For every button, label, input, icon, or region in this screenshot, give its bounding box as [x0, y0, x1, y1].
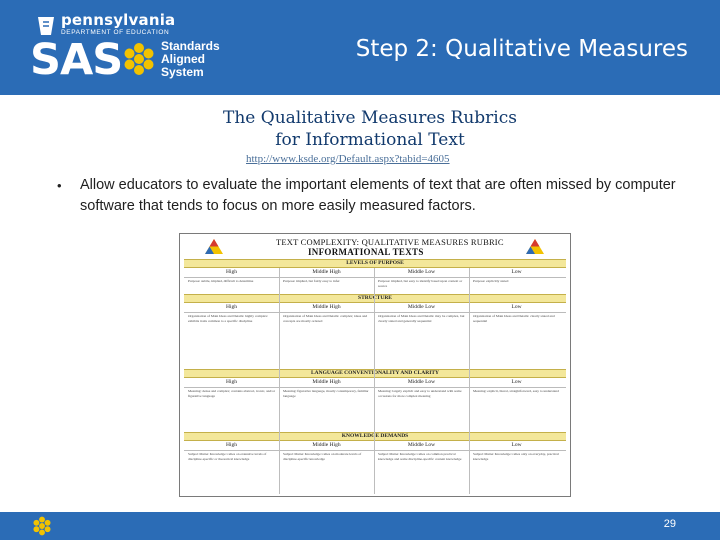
footer-band — [0, 512, 720, 540]
rubric-cell: Purpose: implied, but fairly easy to infer — [283, 279, 340, 283]
rubric-heading-line2: for Informational Text — [275, 130, 465, 150]
rubric-section-title: LEVELS OF PURPOSE — [184, 259, 566, 268]
col-low: Low — [511, 269, 522, 275]
sas-word-aligned: Aligned — [161, 52, 205, 66]
rubric-cell: Meaning: explicit, literal, straightforward, easy to understand — [473, 389, 559, 393]
sas-words — [161, 40, 220, 79]
col-high: High — [226, 442, 237, 448]
rubric-section-title: LANGUAGE CONVENTIONALITY AND CLARITY — [184, 369, 566, 378]
rubric-cell: Meaning: figurative language, mostly contemporary, familiar language — [283, 389, 369, 398]
sas-word-standards: Standards — [161, 39, 220, 53]
column-divider — [279, 268, 280, 494]
col-middle-low: Middle Low — [407, 269, 436, 275]
col-middle-low: Middle Low — [407, 304, 436, 310]
header-band — [0, 0, 720, 95]
rubric-cell: Organization of Main Ideas and Details: clearly stated and sequential — [473, 314, 555, 323]
column-divider — [469, 268, 470, 494]
col-middle-high: Middle High — [312, 379, 341, 385]
rubric-cell: Subject Matter Knowledge: relies on common practical knowledge and some discipline-specific content knowledge — [378, 452, 462, 461]
sas-word-system: System — [161, 65, 204, 79]
rubric-header — [180, 234, 570, 259]
triangle-logo-icon — [205, 239, 223, 254]
rubric-column-headers — [184, 378, 566, 388]
triangle-logo-icon — [526, 239, 544, 254]
sas-flower-icon — [32, 516, 52, 536]
rubric-cell: Organization of Main Ideas and Details: highly complex: exhibits traits common to a specific discipline — [188, 314, 268, 323]
sas-logo-text: SAS — [30, 35, 123, 85]
rubric-cell: Subject Matter Knowledge: relies on moderate levels of discipline-specific knowledge — [283, 452, 362, 461]
rubric-image — [179, 233, 571, 497]
page-number: 29 — [663, 518, 676, 530]
col-low: Low — [511, 442, 522, 448]
pa-name: pennsylvania — [61, 11, 176, 29]
rubric-cell: Purpose: explicitly stated — [473, 279, 509, 283]
col-middle-low: Middle Low — [407, 442, 436, 448]
slide-title: Step 2: Qualitative Measures — [355, 36, 688, 62]
rubric-cell: Meaning: dense and complex; contains abstract, ironic, and/or figurative language — [188, 389, 275, 398]
rubric-cell: Subject Matter Knowledge: relies only on everyday, practical knowledge — [473, 452, 559, 461]
col-middle-high: Middle High — [312, 304, 341, 310]
rubric-section-title: KNOWLEDGE DEMANDS — [184, 432, 566, 441]
rubric-cell: Organization of Main Ideas and Details: may be complex, but clearly stated and generally sequential — [378, 314, 465, 323]
col-middle-high: Middle High — [312, 442, 341, 448]
column-divider — [374, 268, 375, 494]
rubric-cell: Purpose: implied, but easy to identify based upon context or source — [378, 279, 463, 288]
source-link[interactable]: http://www.ksde.org/Default.aspx?tabid=4605 — [246, 153, 450, 165]
col-high: High — [226, 304, 237, 310]
rubric-cell: Subject Matter Knowledge: relies on extensive levels of discipline-specific or theoretical knowledge — [188, 452, 267, 461]
keystone-icon — [35, 15, 57, 37]
col-middle-low: Middle Low — [407, 379, 436, 385]
rubric-column-headers — [184, 303, 566, 313]
rubric-cell: Meaning: largely explicit and easy to understand with some occasions for more complex meaning — [378, 389, 462, 398]
col-middle-high: Middle High — [312, 269, 341, 275]
sas-flower-icon — [122, 42, 156, 76]
rubric-title: TEXT COMPLEXITY: QUALITATIVE MEASURES RUBRIC — [276, 237, 504, 247]
rubric-heading-line1: The Qualitative Measures Rubrics — [223, 108, 517, 128]
rubric-heading — [150, 107, 590, 151]
rubric-cell: Organization of Main Ideas and Details: complex; ideas and concepts are mostly ordered — [283, 314, 368, 323]
rubric-subtitle: INFORMATIONAL TEXTS — [308, 247, 424, 257]
col-low: Low — [511, 379, 522, 385]
pa-department: DEPARTMENT OF EDUCATION — [61, 29, 170, 36]
rubric-column-headers — [184, 268, 566, 278]
rubric-cell: Purpose: subtle, implied, difficult to determine — [188, 279, 254, 283]
rubric-section-title: STRUCTURE — [184, 294, 566, 303]
col-high: High — [226, 379, 237, 385]
bullet-icon: • — [57, 178, 62, 193]
rubric-column-headers — [184, 441, 566, 451]
col-high: High — [226, 269, 237, 275]
bullet-text: Allow educators to evaluate the important elements of text that are often missed by computer software that tends to focus on more easily measured factors. — [80, 177, 676, 214]
col-low: Low — [511, 304, 522, 310]
